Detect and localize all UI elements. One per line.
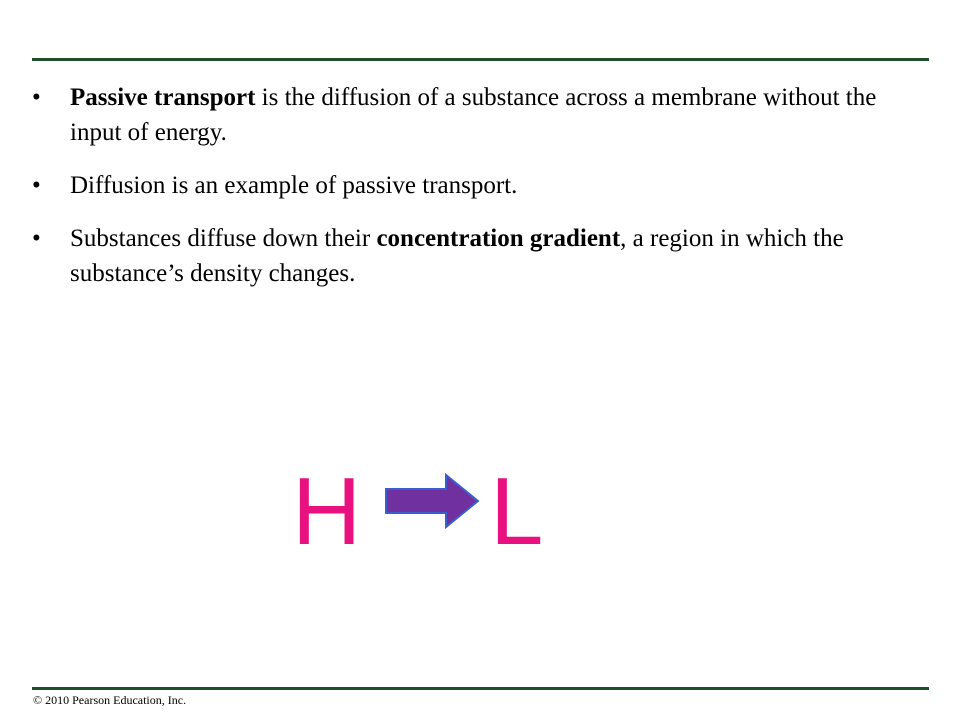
- bullet-list: [30, 80, 910, 309]
- bullet-icon: •: [32, 172, 41, 199]
- term-concentration-gradient: concentration gradient: [376, 225, 621, 252]
- low-label: L: [490, 458, 544, 565]
- term-passive-transport: Passive transport: [70, 84, 256, 111]
- bullet-text: Diffusion is an example of passive transport.: [70, 172, 518, 199]
- bullet-item-concentration-gradient: [30, 221, 910, 291]
- high-label: H: [292, 458, 362, 565]
- bullet-item-diffusion: [30, 168, 910, 203]
- bullet-text-after: , a region in which the substance’s density changes.: [70, 225, 844, 287]
- bullet-icon: •: [32, 225, 41, 252]
- bullet-text-before: Substances diffuse down their: [70, 225, 377, 252]
- bullet-icon: •: [32, 84, 41, 111]
- copyright-footer: © 2010 Pearson Education, Inc.: [33, 693, 187, 707]
- right-arrow-icon: [384, 472, 482, 530]
- bullet-text: is the diffusion of a substance across a membrane without the input of energy.: [70, 84, 877, 146]
- high-to-low-diagram: [292, 458, 562, 565]
- bullet-item-passive-transport: [30, 80, 910, 150]
- bottom-divider: [32, 687, 929, 690]
- top-divider: [32, 58, 929, 61]
